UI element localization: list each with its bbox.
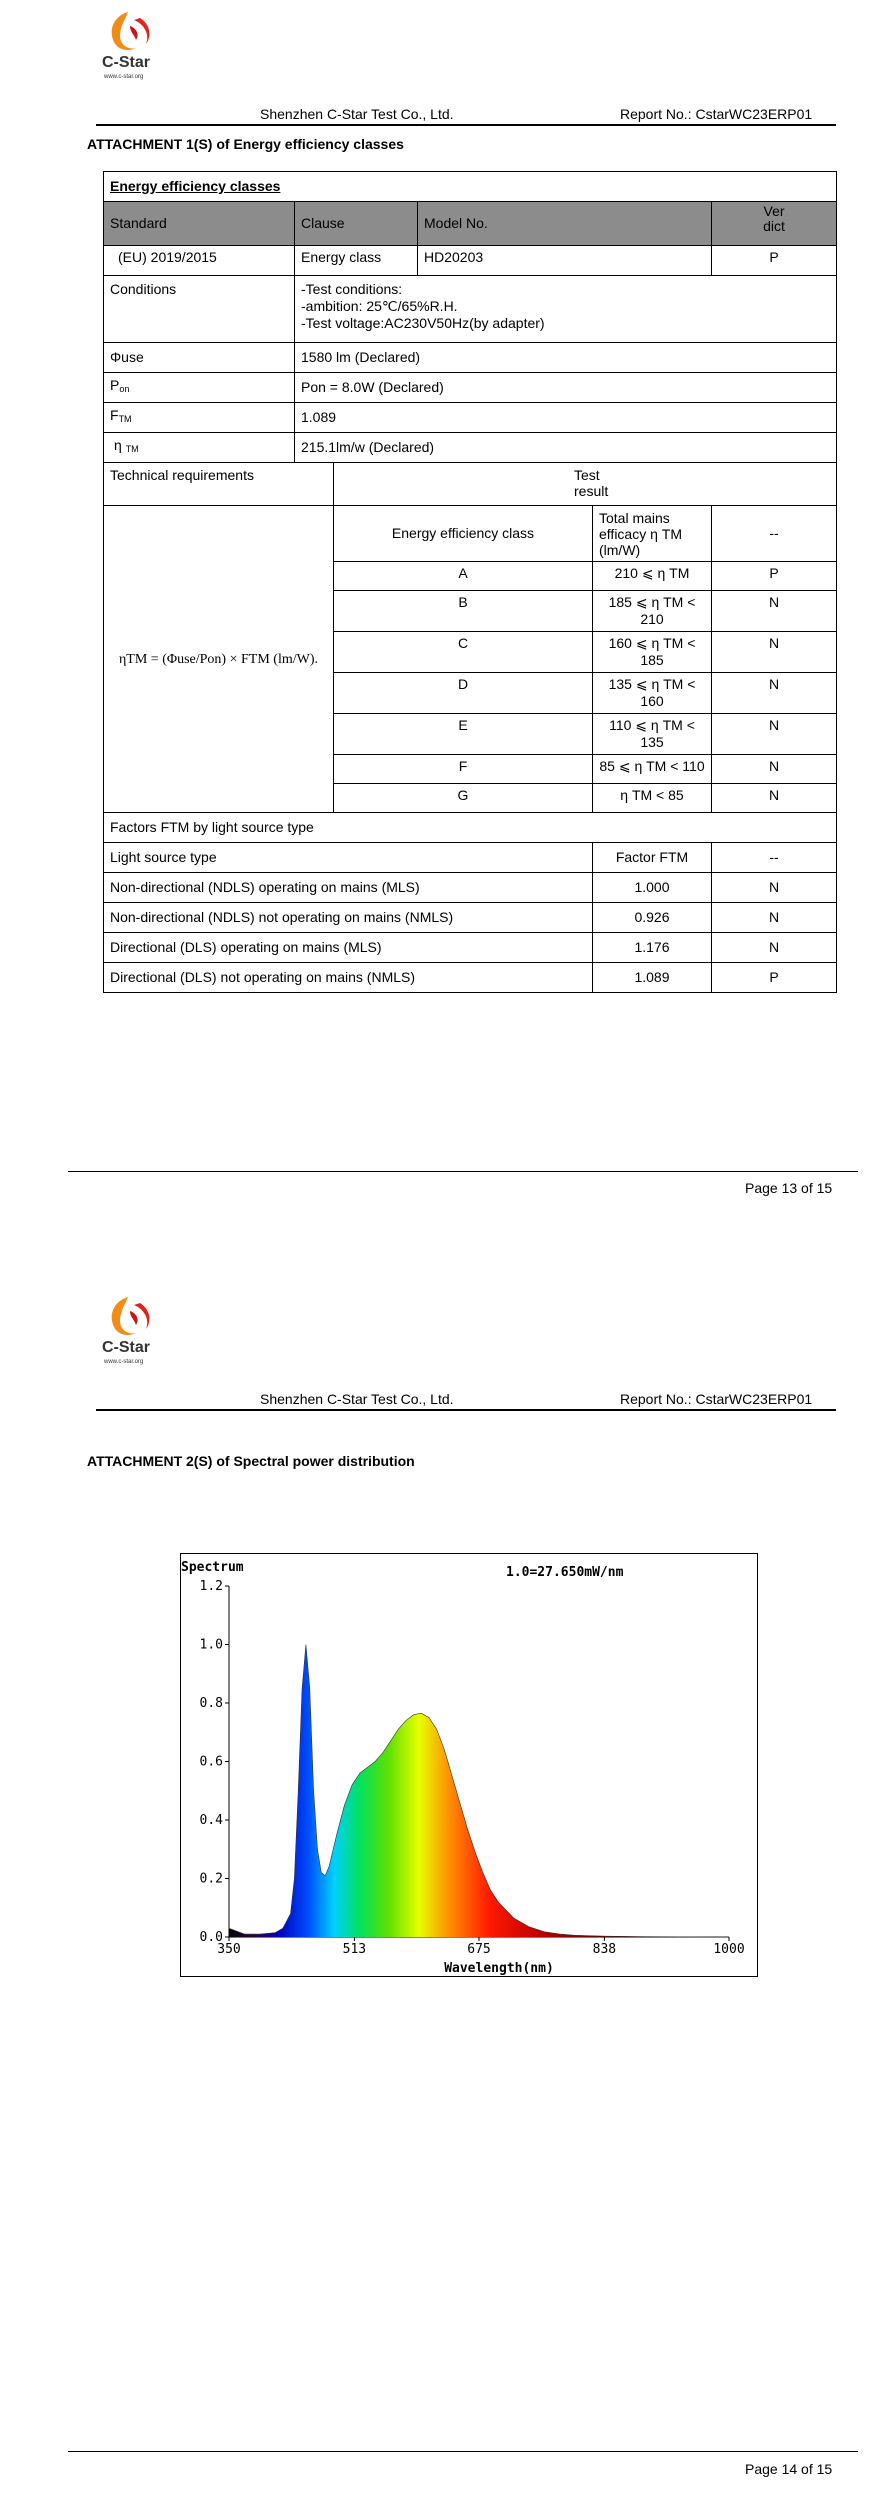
factor-type: Non-directional (NDLS) operating on mains (MLS) xyxy=(104,873,593,903)
conditions-value xyxy=(295,276,837,343)
class-label: G xyxy=(334,784,593,813)
pon-label xyxy=(104,373,295,403)
factor-verdict: N xyxy=(712,903,837,933)
class-verdict: N xyxy=(712,784,837,813)
factor-row xyxy=(104,903,837,933)
factor-value: 1.176 xyxy=(593,933,712,963)
class-range: 135 ⩽ η TM < 160 xyxy=(593,673,712,714)
x-axis-label: Wavelength(nm) xyxy=(444,1961,554,1976)
section-title: Energy efficiency classes xyxy=(110,178,281,194)
class-label: D xyxy=(334,673,593,714)
phi-use-label: Φuse xyxy=(104,343,295,373)
y-tick-label: 0.4 xyxy=(199,1813,223,1828)
factor-header-factor: Factor FTM xyxy=(593,843,712,873)
col-clause: Clause xyxy=(295,202,418,246)
y-tick-label: 0.0 xyxy=(199,1930,223,1945)
class-label: F xyxy=(334,755,593,784)
class-label: A xyxy=(334,562,593,591)
standard-verdict: P xyxy=(712,246,837,276)
class-range: η TM < 85 xyxy=(593,784,712,813)
section-row xyxy=(104,172,837,202)
pon-row xyxy=(104,373,837,403)
factor-row xyxy=(104,873,837,903)
header-report-no: Report No.: CstarWC23ERP01 xyxy=(620,106,813,122)
chart-annotation: 1.0=27.650mW/nm xyxy=(506,1565,624,1580)
standard-value: (EU) 2019/2015 xyxy=(104,246,295,276)
column-header-row xyxy=(104,202,837,246)
conditions-line-1: -Test conditions: xyxy=(301,281,403,297)
class-verdict: N xyxy=(712,591,837,632)
spectrum-area xyxy=(229,1645,729,1938)
factor-header-type: Light source type xyxy=(104,843,593,873)
efficacy-formula: ηTM = (Φuse/Pon) × FTM (lm/W). xyxy=(104,506,334,813)
factor-verdict: N xyxy=(712,933,837,963)
eta-row xyxy=(104,433,837,463)
phi-use-value: 1580 lm (Declared) xyxy=(295,343,837,373)
y-tick-label: 0.8 xyxy=(199,1696,223,1711)
pon-label-sub: on xyxy=(119,384,130,394)
ftm-label xyxy=(104,403,295,433)
y-tick-label: 0.6 xyxy=(199,1754,223,1770)
class-verdict: N xyxy=(712,673,837,714)
x-tick-label: 350 xyxy=(217,1942,241,1957)
class-header-verdict: -- xyxy=(712,506,837,562)
footer-rule xyxy=(68,2451,858,2452)
standard-row xyxy=(104,246,837,276)
factor-header-row xyxy=(104,843,837,873)
ftm-value: 1.089 xyxy=(295,403,837,433)
page-number: Page 14 of 15 xyxy=(745,2461,833,2477)
factor-type: Directional (DLS) not operating on mains (NMLS) xyxy=(104,963,593,993)
conditions-line-3: -Test voltage:AC230V50Hz(by adapter) xyxy=(301,315,545,331)
factor-value: 0.926 xyxy=(593,903,712,933)
class-range: 85 ⩽ η TM < 110 xyxy=(593,755,712,784)
class-label: C xyxy=(334,632,593,673)
pon-label-main: P xyxy=(110,377,120,393)
factor-value: 1.000 xyxy=(593,873,712,903)
class-verdict: N xyxy=(712,632,837,673)
col-standard: Standard xyxy=(104,202,295,246)
class-range: 185 ⩽ η TM < 210 xyxy=(593,591,712,632)
ftm-row xyxy=(104,403,837,433)
class-range: 160 ⩽ η TM < 185 xyxy=(593,632,712,673)
header-report-no: Report No.: CstarWC23ERP01 xyxy=(620,1391,813,1407)
brand-name: C-Star xyxy=(102,54,151,71)
class-range: 110 ⩽ η TM < 135 xyxy=(593,714,712,755)
class-header-efficacy: Total mains efficacy η TM (lm/W) xyxy=(593,506,712,562)
model-value: HD20203 xyxy=(418,246,712,276)
test-result-label: Test result xyxy=(334,463,837,506)
conditions-row xyxy=(104,276,837,343)
attachment-title: ATTACHMENT 1(S) of Energy efficiency classes xyxy=(87,136,404,152)
x-tick-label: 513 xyxy=(342,1942,367,1957)
factor-header-verdict: -- xyxy=(712,843,837,873)
factor-verdict: N xyxy=(712,873,837,903)
header-rule xyxy=(96,1409,836,1411)
class-verdict: N xyxy=(712,755,837,784)
header-rule xyxy=(96,124,836,126)
class-header-row xyxy=(104,506,837,562)
clause-value: Energy class xyxy=(295,246,418,276)
tech-req-row xyxy=(104,463,837,506)
brand-name: C-Star xyxy=(102,1339,151,1356)
phi-use-row xyxy=(104,343,837,373)
eta-label-sub: TM xyxy=(125,444,139,454)
pon-value: Pon = 8.0W (Declared) xyxy=(295,373,837,403)
factors-title-row xyxy=(104,813,837,843)
y-tick-label: 0.2 xyxy=(199,1871,223,1887)
col-verdict: Ver dict xyxy=(712,202,837,246)
x-tick-label: 838 xyxy=(592,1942,617,1957)
page-number: Page 13 of 15 xyxy=(745,1180,833,1196)
factors-title: Factors FTM by light source type xyxy=(104,813,837,843)
class-label: E xyxy=(334,714,593,755)
factor-type: Directional (DLS) operating on mains (MLS) xyxy=(104,933,593,963)
brand-url: www.c-star.org xyxy=(104,1359,144,1365)
y-tick-label: 1.2 xyxy=(199,1579,223,1594)
conditions-line-2: -ambition: 25℃/65%R.H. xyxy=(301,298,458,314)
x-tick-label: 1000 xyxy=(713,1942,745,1957)
class-range: 210 ⩽ η TM xyxy=(593,562,712,591)
x-tick-label: 675 xyxy=(467,1942,491,1957)
factor-value: 1.089 xyxy=(593,963,712,993)
brand-url: www.c-star.org xyxy=(104,74,144,80)
eta-label-main: η xyxy=(114,437,122,453)
header-company: Shenzhen C-Star Test Co., Ltd. xyxy=(260,106,454,122)
factor-row xyxy=(104,933,837,963)
ftm-label-sub: TM xyxy=(118,414,132,424)
tech-req-label: Technical requirements xyxy=(104,463,334,506)
class-verdict: P xyxy=(712,562,837,591)
factor-type: Non-directional (NDLS) not operating on mains (NMLS) xyxy=(104,903,593,933)
factor-verdict: P xyxy=(712,963,837,993)
spectrum-chart xyxy=(180,1553,758,1977)
header-company: Shenzhen C-Star Test Co., Ltd. xyxy=(260,1391,454,1407)
class-header-class: Energy efficiency class xyxy=(334,506,593,562)
spectrum-chart-svg xyxy=(181,1554,759,1978)
class-verdict: N xyxy=(712,714,837,755)
eta-value: 215.1lm/w (Declared) xyxy=(295,433,837,463)
attachment-title: ATTACHMENT 2(S) of Spectral power distribution xyxy=(87,1453,415,1469)
conditions-label: Conditions xyxy=(104,276,295,343)
y-tick-label: 1.0 xyxy=(199,1637,223,1653)
chart-title: Spectrum xyxy=(181,1560,244,1575)
footer-rule xyxy=(68,1171,858,1172)
col-model: Model No. xyxy=(418,202,712,246)
factor-row xyxy=(104,963,837,993)
eta-label xyxy=(104,433,295,463)
ftm-label-main: F xyxy=(110,407,119,423)
class-label: B xyxy=(334,591,593,632)
energy-efficiency-table xyxy=(103,171,837,993)
